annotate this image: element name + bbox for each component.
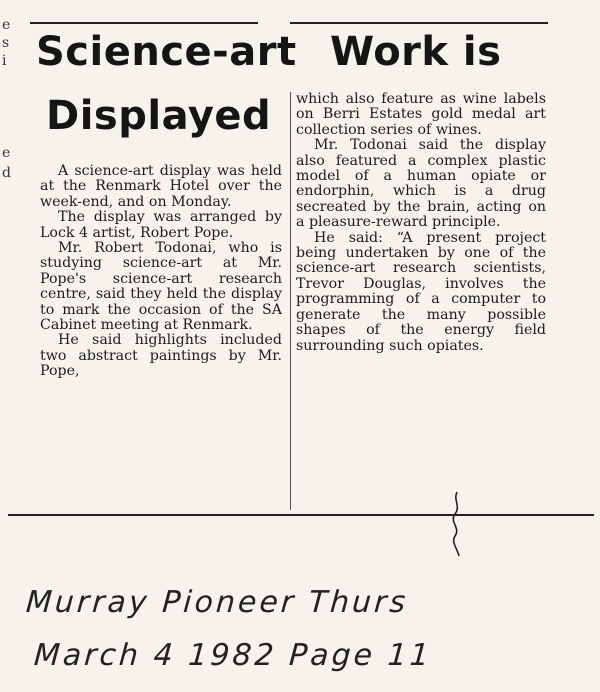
paragraph: Mr. Robert Todonai, who is studying science-art at Mr. Pope's science-art research centre, said they held the display to mark the occasion of the SA Cabinet meeting at Renmark. <box>40 240 282 334</box>
handwritten-source-line: Murray Pioneer Thurs <box>24 585 410 620</box>
paragraph: A science-art display was held at the Renmark Hotel over the week-end, and on Monday. <box>40 163 282 210</box>
headline-line1-left: Science-art <box>36 29 297 75</box>
headline-line2: Displayed <box>46 93 272 139</box>
margin-char: e <box>2 17 11 33</box>
paragraph: He said: “A present project being undertaken by one of the science-art research scientists, Trevor Douglas, involves the programming of a computer to generate the many possible shapes of the energy field surrounding such opiates. <box>296 229 546 354</box>
margin-char: s <box>2 35 10 51</box>
paragraph: which also feature as wine labels on Berri Estates gold medal art collection series of wines. <box>296 91 546 138</box>
margin-char: e <box>2 145 11 161</box>
headline-line1-right: Work is <box>330 29 502 75</box>
article-column-left <box>40 164 282 380</box>
article-column-right <box>296 92 546 354</box>
pen-squiggle-mark <box>443 490 473 560</box>
handwritten-date-line: March 4 1982 Page 11 <box>32 638 434 673</box>
margin-char: d <box>2 165 11 181</box>
top-rule-right <box>290 22 548 24</box>
margin-char: i <box>2 53 7 69</box>
column-divider <box>290 92 291 510</box>
top-rule-left <box>30 22 258 24</box>
paragraph: He said highlights included two abstract paintings by Mr. Pope, <box>40 332 282 380</box>
paragraph: Mr. Todonai said the display also featured a complex plastic model of a human opiate or endorphin, which is a drug secreated by the brain, acting on a pleasure-reward principle. <box>296 137 546 231</box>
bottom-rule <box>8 514 594 516</box>
paragraph: The display was arranged by Lock 4 artist, Robert Pope. <box>40 209 282 241</box>
